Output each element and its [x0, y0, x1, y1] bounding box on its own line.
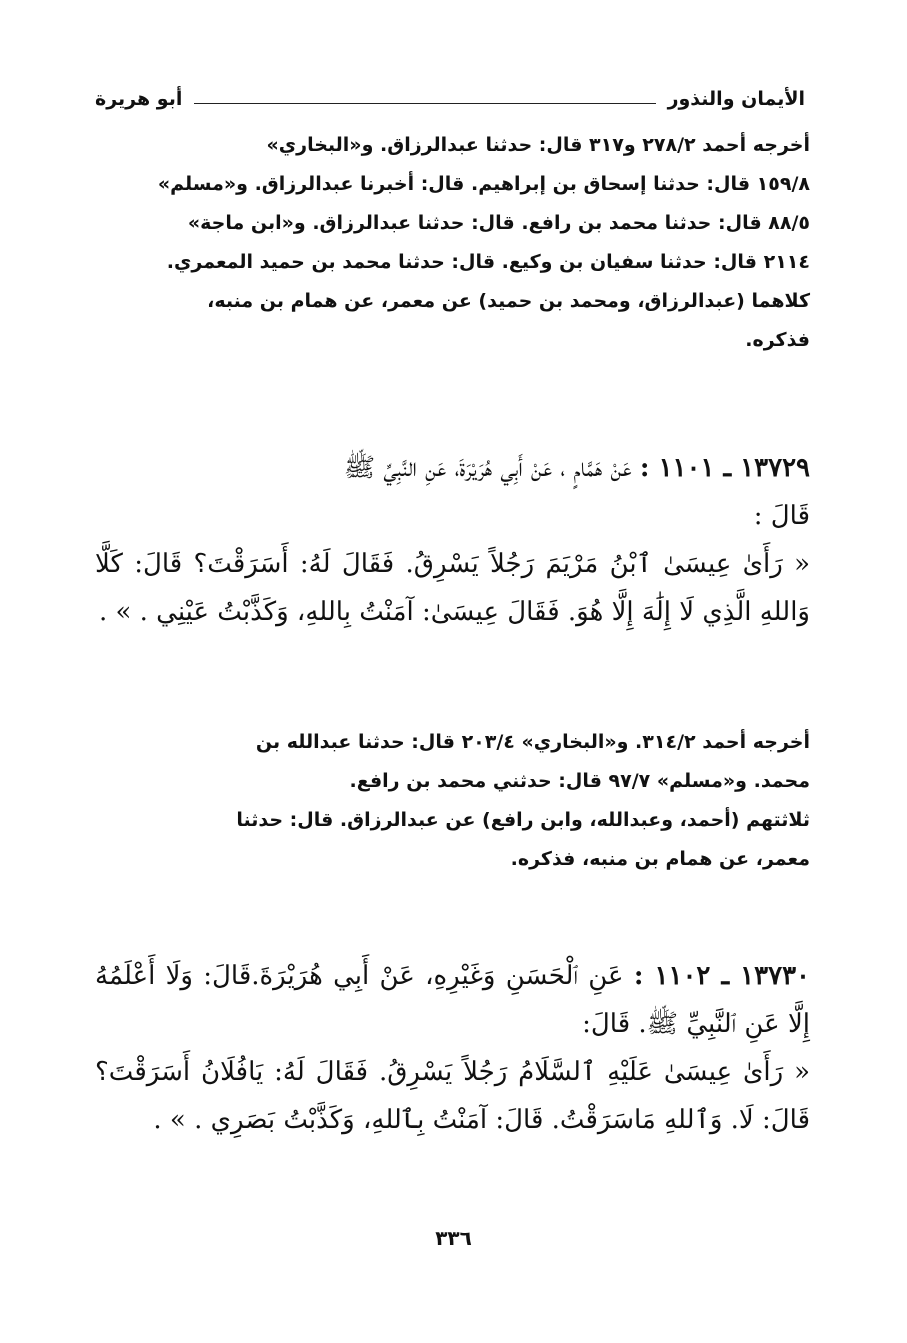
page-number: ٣٣٦	[435, 1226, 472, 1250]
running-header	[95, 82, 805, 116]
note-line: محمد. و«مسلم» ٩٧/٧ قال: حدثني محمد بن رافع.	[349, 770, 810, 792]
hadith-isnad: عَنْ هَمَّامٍ ، عَنْ أَبِي هُرَيْرَةَ، عَنِ النَّبِيِّ ﷺ	[343, 453, 632, 483]
hadith-number: ١٣٧٣٠ ـ ١١٠٢ :	[633, 961, 810, 991]
header-rule	[194, 103, 655, 104]
note-line: ١٥٩/٨ قال: حدثنا إسحاق بن إبراهيم. قال: أخبرنا عبدالرزاق. و«مسلم»	[157, 173, 810, 195]
hadith-1	[95, 444, 810, 636]
narrator-title: أبو هريرة	[95, 88, 183, 110]
hadith-qaal: قَالَ :	[753, 501, 810, 531]
note-line: ثلاثتهم (أحمد، وعبدالله، وابن رافع) عن عبدالرزاق. قال: حدثنا	[236, 809, 810, 831]
hadith-heading	[95, 444, 810, 492]
note-line: كلاهما (عبدالرزاق، ومحمد بن حميد) عن معمر، عن همام بن منبه،	[207, 290, 810, 312]
note-line: ٨٨/٥ قال: حدثنا محمد بن رافع. قال: حدثنا عبدالرزاق. و«ابن ماجة»	[187, 212, 810, 234]
takhrij-note-2	[95, 723, 810, 879]
hadith-heading	[95, 952, 810, 1048]
takhrij-note-1	[95, 126, 810, 360]
note-line: معمر، عن همام بن منبه، فذكره.	[510, 848, 810, 870]
note-line: أخرجه أحمد ٣١٤/٢. و«البخاري» ٢٠٣/٤ قال: حدثنا عبدالله بن	[255, 731, 810, 753]
note-line: فذكره.	[745, 329, 810, 351]
hadith-isnad: عَنِ ٱلْحَسَنِ وَغَيْرِهِ، عَنْ أَبِي هُرَيْرَةَ.قَالَ: وَلَا أَعْلَمُهُ إِلَّا عَنِ ٱلنَّبِيِّ ﷺ. قَالَ:	[95, 961, 810, 1039]
chapter-title: الأيمان والنذور	[667, 88, 805, 110]
hadith-2	[95, 952, 810, 1144]
note-line: أخرجه أحمد ٢٧٨/٢ و٣١٧ قال: حدثنا عبدالرزاق. و«البخاري»	[266, 134, 810, 156]
note-line: ٢١١٤ قال: حدثنا سفيان بن وكيع. قال: حدثنا محمد بن حميد المعمري.	[166, 251, 810, 273]
hadith-number: ١٣٧٢٩ ـ ١١٠١ :	[639, 453, 810, 483]
hadith-matn: « رَأَىٰ عِيسَىٰ عَلَيْهِ ٱلسَّلَامُ رَجُلاً يَسْرِقُ. فَقَالَ لَهُ: يَافُلَانُ أَسَرَقْتَ؟ قَالَ: لَا. وَٱللهِ مَاسَرَقْتُ. قَالَ: آمَنْتُ بِٱللهِ، وَكَذَّبْتُ بَصَرِي . » .	[95, 1057, 810, 1135]
hadith-matn: « رَأَىٰ عِيسَىٰ ٱبْنُ مَرْيَمَ رَجُلاً يَسْرِقُ. فَقَالَ لَهُ: أَسَرَقْتَ؟ قَالَ: كَلَّا وَاللهِ الَّذِي لَا إِلَٰهَ إِلَّا هُوَ. فَقَالَ عِيسَىٰ: آمَنْتُ بِاللهِ، وَكَذَّبْتُ عَيْنِي . » .	[95, 549, 810, 627]
